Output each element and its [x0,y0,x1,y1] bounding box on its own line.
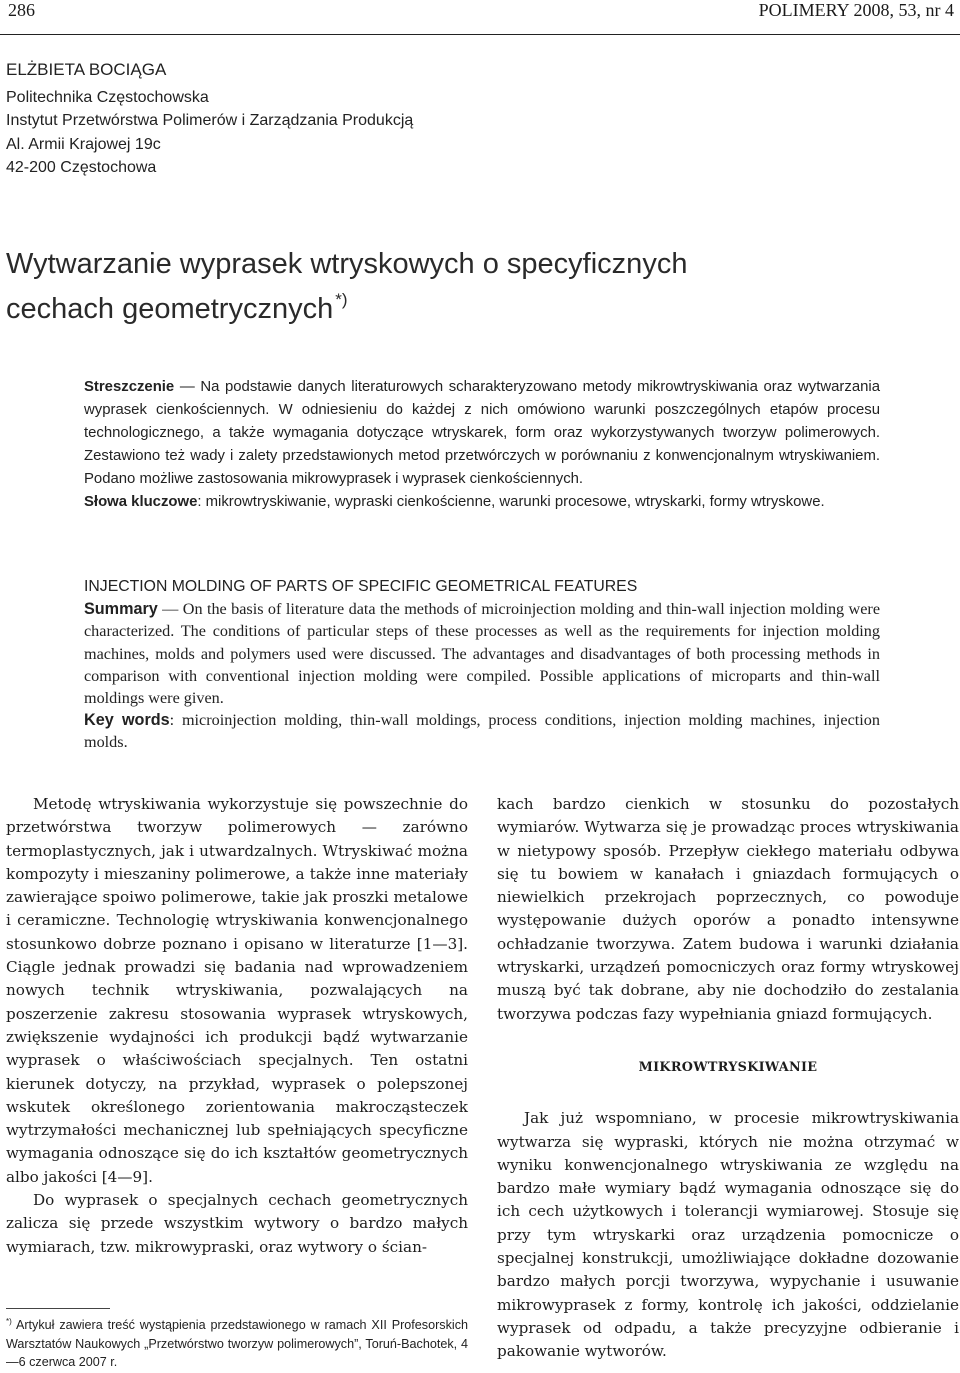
abstract-paragraph [84,376,880,491]
keywords-paragraph [84,491,880,514]
body-paragraph: kach bardzo cienkich w stosunku do pozostałych wymiarów. Wytwarza się je prowadząc proces wtryskiwania w nietypowy sposób. Przepływ ciekłego materiału odbywa się tu bowiem w kanałach i gniazdach formujących o niewielkich przekrojach poprzecznych, co powoduje występowanie dużych oporów a ponadto intensywne ochładzanie tworzywa. Zatem budowa i warunki działania wtryskarki, urządzeń pomocniczych oraz formy wtryskowej muszą być tak dobrane, aby nie dochodziło do zestalania tworzywa podczas fazy wypełniania gniazd formujących. [497,795,959,1023]
title-footnote-marker: *) [335,290,348,309]
body-paragraph: Metodę wtryskiwania wykorzystuje się powszechnie do przetwórstwa tworzyw polimerowych — zarówno termoplastycznych, jak i utwardzalnych. Wtryskiwać można kompozyty i mieszaniny polimerowe, a także inne materiały zawierające spoiwo polimerowe, takie jak proszki metalowe i ceramiczne. Technologię wtryskiwania konwencjonalnego stosunkowo dobrze poznano i opisano w literaturze [1—3]. Ciągle jednak prowadzi się badania nad wprowadzeniem nowych technik wtryskiwania, pozwalających na poszerzenie zakresu stosowania wyprasek wtryskowych, zwiększenie wydajności ich produkcji bądź wytwarzanie wyprasek o właściwościach specjalnych. Ten ostatni kierunek dotyczy, na przykład, wyprasek o polepszonej wskutek określonego zorientowania makrocząsteczek wytrzymałości mechanicznej lub spełniających specyficzne wymagania odnoszące się do ich kształtów geometrycznych albo jakości [4—9]. [6,795,468,1186]
footnote [6,1313,468,1372]
affiliation-line: Instytut Przetwórstwa Polimerów i Zarządzania Produkcją [6,112,414,129]
key-words-paragraph [84,709,880,753]
abstract-text: — Na podstawie danych literaturowych scharakteryzowano metody mikrowtryskiwania oraz wytwarzania wyprasek cienkościennych. W odniesieniu do każdej z nich omówiono warunki poszczególnych etapów procesu technologicznego, a także wymagania dotyczące wtryskarek, form oraz wykorzystywanych tworzyw polimerowych. Zestawiono też wady i zalety przedstawionych metod przetwórczych w porównaniu z konwencjonalnym wtryskiwaniem. Podano możliwe zastosowania mikrowyprasek i wyprasek cienkościennych. [84,379,880,487]
title-line-2-text: cechach geometrycznych [6,293,334,325]
affiliation-line: Politechnika Częstochowska [6,88,209,106]
summary-paragraph [84,598,880,709]
author-block [6,58,413,180]
affiliation-line: Al. Armii Krajowej 19c [6,135,161,153]
header-rule [0,34,960,35]
summary-text: — On the basis of literature data the methods of microinjection molding and thin-wall injection molding were characterized. The conditions of particular steps of these processes as well as the requirements for injection molding machines, molds and polymers used were discussed. The advantages and disadvantages of both processing methods in comparison with conventional injection molding were compiled. Possible applications of microparts and thin-wall moldings were given. [84,600,880,708]
page-number: 286 [8,0,35,20]
keywords-text: : mikrowtryskiwanie, wypraski cienkościenne, warunki procesowe, wtryskarki, formy wtryskowe. [197,493,825,510]
summary-title: INJECTION MOLDING OF PARTS OF SPECIFIC GEOMETRICAL FEATURES [84,578,638,595]
body-column-left [6,793,468,1259]
abstract-label: Streszczenie [84,379,175,395]
footnote-marker: *) [6,1317,12,1326]
section-heading: MIKROWTRYSKIWANIE [638,1059,818,1075]
title-line-2 [6,282,687,327]
title-line-1: Wytwarzanie wyprasek wtryskowych o specyficznych [6,248,688,280]
affiliation-line: 42-200 Częstochowa [6,159,157,176]
body-column-right [497,793,959,1364]
keywords-label: Słowa kluczowe [84,493,198,510]
key-words-label: Key words [84,711,170,730]
footnote-rule [6,1308,110,1309]
key-words-text: : microinjection molding, thin-wall moldings, process conditions, injection molding machines, injection molds. [84,711,880,752]
summary-label: Summary [84,600,158,619]
abstract-pl [84,376,880,513]
author-name: ELŻBIETA BOCIĄGA [6,60,167,79]
body-paragraph: Do wyprasek o specjalnych cechach geometrycznych zalicza się przede wszystkim wytwory o bardzo małych wymiarach, tzw. mikrowypraski, oraz wytwory o ścian- [6,1191,468,1256]
summary-en [84,576,880,754]
article-title [6,246,687,327]
body-paragraph: Jak już wspomniano, w procesie mikrowtryskiwania wytwarza się wypraski, których nie można otrzymać w wyniku konwencjonalnego wtryskiwania ze względu na bardzo małe wymiary bądź wymagania odnoszące się do ich cech użytkowych i tolerancji wymiarowej. Stosuje się przy tym wtryskarki oraz urządzenia pomocnicze o specjalnej konstrukcji, umożliwiające dokładne dozowanie bardzo małych porcji tworzywa, wypychanie i usuwanie mikrowyprasek z formy, kontrolę ich jakości, oddzielanie wyprasek od odpadu, a także precyzyjne odbieranie i pakowanie wytworów. [497,1109,959,1361]
footnote-text: Artykuł zawiera treść wystąpienia przedstawionego w ramach XII Profesorskich Warsztatów Naukowych „Przetwórstwo tworzyw polimerowych”, Toruń-Bachotek, 4—6 czerwca 2007 r. [6,1318,468,1370]
journal-header: POLIMERY 2008, 53, nr 4 [758,0,954,20]
